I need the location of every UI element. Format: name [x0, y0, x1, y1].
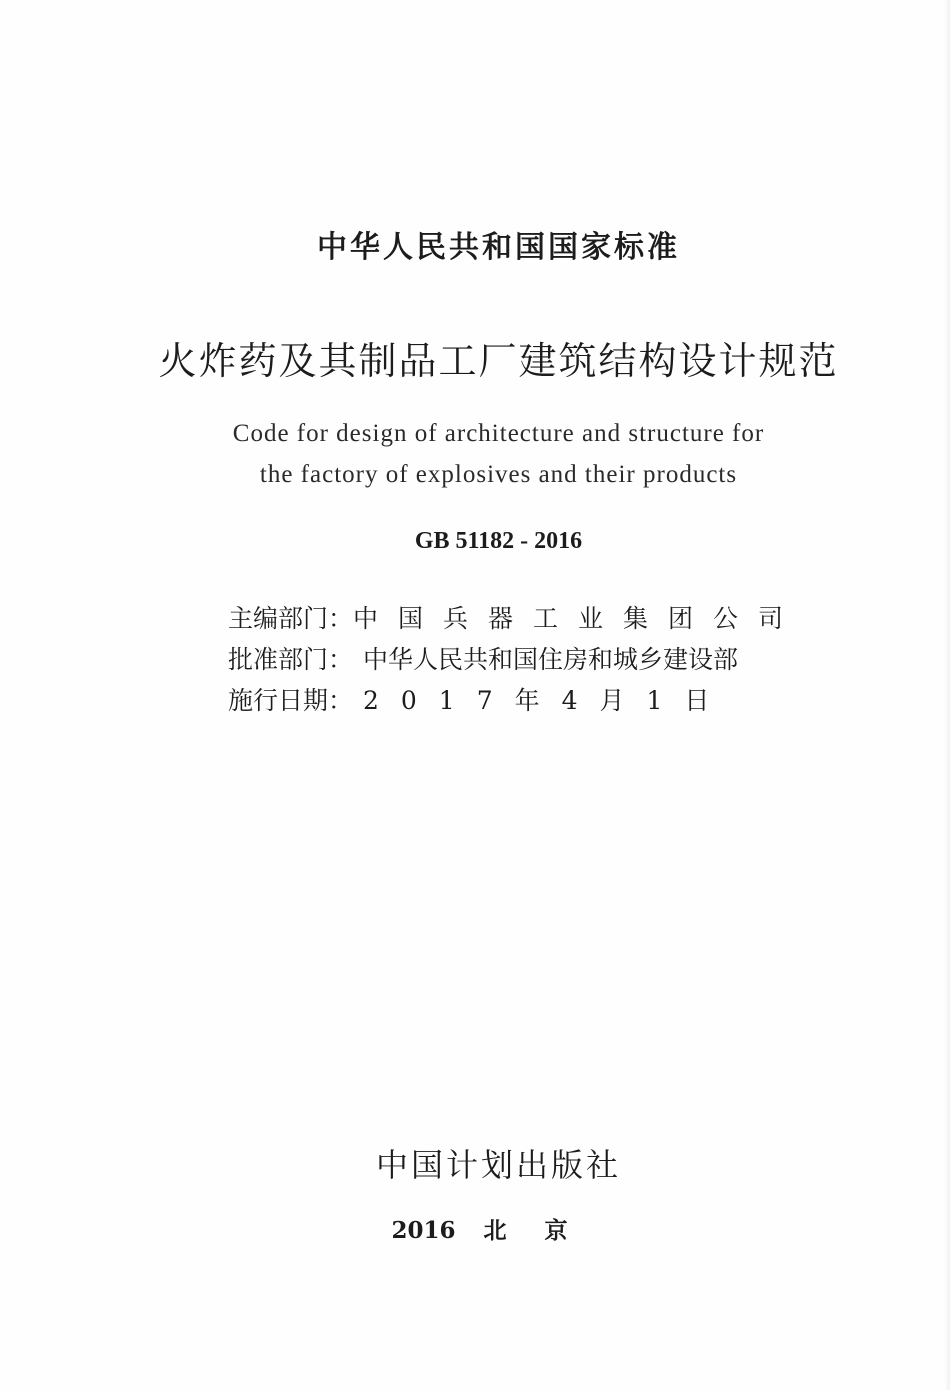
chief-editor-label: 主编部门： [228, 603, 354, 633]
english-title [0, 413, 950, 495]
chief-editor-value: 中国兵器工业集团公司 [353, 603, 804, 633]
approver-value: 中华人民共和国住房和城乡建设部 [363, 644, 739, 674]
publication-info [0, 1212, 950, 1245]
english-title-line-2: the factory of explosives and their products [259, 461, 738, 488]
effective-date-row [228, 678, 788, 719]
publication-year: 2016 [391, 1217, 456, 1244]
chinese-title: 火炸药及其制品工厂建筑结构设计规范 [158, 339, 839, 383]
metadata-block [228, 596, 804, 719]
approver-row [228, 637, 788, 678]
series-title: 中华人民共和国国家标准 [317, 230, 680, 265]
approver-label: 批准部门： [228, 644, 354, 674]
publication-city: 北京 [483, 1217, 606, 1244]
standard-code: GB 51182 - 2016 [414, 528, 583, 554]
publisher-name: 中国计划出版社 [375, 1146, 621, 1184]
chief-editor-row [228, 596, 804, 637]
effective-date-label: 施行日期： [228, 685, 354, 715]
effective-date-value: 2017年4月1日 [363, 685, 732, 715]
english-title-line-1: Code for design of architecture and structure for [232, 420, 765, 447]
